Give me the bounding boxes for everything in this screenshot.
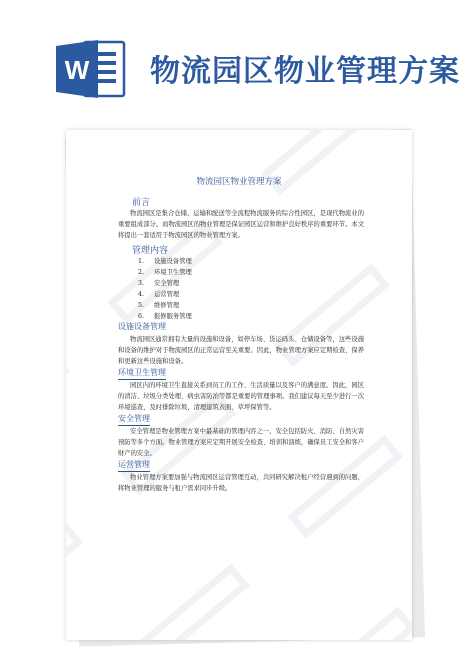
banner	[0, 0, 474, 120]
list-item: 3. 安全管理	[138, 280, 180, 287]
list-item: 1. 设施设备管理	[138, 258, 192, 265]
preface-paragraph: 物流园区是集合仓储、运输和配送等全流程物流服务的综合性园区，是现代物流业的重要组成部分。而物流园区的物业管理是保证园区运营和维护良好秩序的重要环节。本文将提出一套适用于物流园区的物业管理方案。	[118, 210, 364, 239]
management-content-list	[138, 256, 192, 322]
section-heading-operations: 运营管理	[118, 459, 150, 472]
environment-paragraph: 园区内的环境卫生直接关系到员工的工作、生活质量以及客户的满意度。因此，园区的清洁、垃圾分类处理、病虫害防治等都是重要的管理事项。我们建议每天至少进行一次环境巡查，及时排除垃圾，清理建筑表面、草坪保管等。	[118, 382, 364, 411]
operations-paragraph: 物业管理方案要加强与物流园区运营管理互动，共同研究解决租户经营遇到的问题，将物业管理的服务与租户需求同步升级。	[118, 474, 364, 492]
banner-title: 物流园区物业管理方案	[150, 54, 460, 89]
document-page	[66, 130, 412, 640]
word-icon-letter: W	[64, 55, 90, 85]
list-item: 4. 运营管理	[138, 291, 180, 298]
word-document-icon	[54, 38, 130, 100]
document-title: 物流园区物业管理方案	[196, 177, 282, 187]
section-heading-environment: 环境卫生管理	[118, 367, 166, 380]
section-heading-preface: 前言	[132, 198, 151, 208]
list-item: 5. 维修管理	[138, 302, 180, 309]
list-item: 6. 报修服务管理	[138, 313, 192, 320]
section-heading-management-content: 管理内容	[132, 246, 169, 256]
section-heading-safety: 安全管理	[118, 413, 150, 426]
facilities-paragraph: 物流园区通常拥有大量的设施和设备，如停车场、货运码头、仓储设备等，这些设施和设备的维护对于物流园区的正常运营至关重要。因此，物业管理方案应定期检查、保养和更新这些设施和设备。	[118, 336, 364, 365]
list-item: 2. 环境卫生管理	[138, 269, 192, 276]
section-heading-facilities: 设施设备管理	[118, 322, 166, 331]
safety-paragraph: 安全管理是物业管理方案中最基础的管理内容之一，安全包括防火、消防、自然灾害预防等多个方面。物业管理方案应定期开展安全检查、培训和演练，确保员工安全和客户财产的安全。	[118, 428, 364, 457]
